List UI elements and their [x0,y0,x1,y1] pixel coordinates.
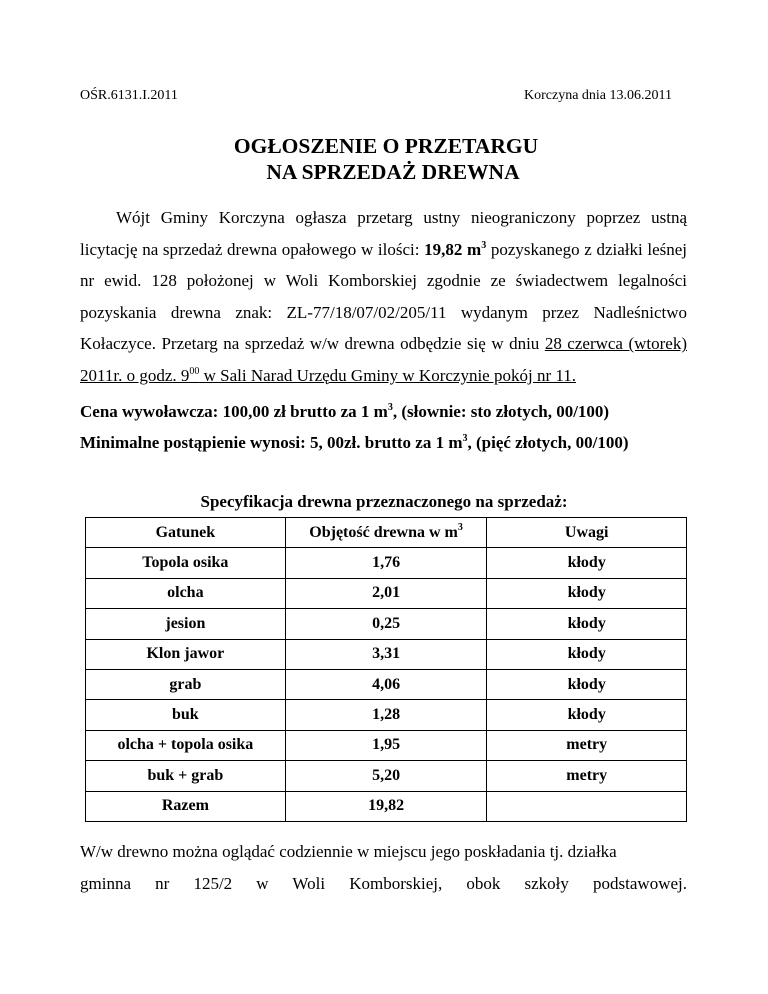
cell-species: Razem [86,791,286,821]
volume-exponent: 3 [481,239,487,251]
header-volume [285,518,487,548]
starting-price-exponent: 3 [387,402,393,413]
footer-line-1: W/w drewno można oglądać codziennie w miejscu jego poskładania tj. działka [80,842,617,861]
footer-paragraph [80,836,687,900]
cell-notes: kłody [487,700,687,730]
cell-species: buk [86,700,286,730]
table-row [86,639,687,669]
cell-volume: 4,06 [285,669,487,699]
minimum-bid [80,433,700,453]
cell-species: olcha + topola osika [86,730,286,760]
cell-notes: kłody [487,669,687,699]
auction-location: w Sali Narad Urzędu Gminy w Korczynie pokój nr 11. [199,365,576,385]
cell-volume: 19,82 [285,791,487,821]
header-volume-label: Objętość drewna w m [309,523,458,541]
table-row [86,761,687,791]
header-species: Gatunek [86,518,286,548]
cell-species: Klon jawor [86,639,286,669]
cell-volume: 0,25 [285,609,487,639]
starting-price [80,402,700,422]
footer-line-2: gminna nr 125/2 w Woli Komborskiej, obok szkoły podstawowej. [80,874,687,893]
table-row [86,669,687,699]
table-row [86,730,687,760]
title-line-1: OGŁOSZENIE O PRZETARGU [233,134,539,158]
cell-volume: 5,20 [285,761,487,791]
cell-volume: 1,95 [285,730,487,760]
title-line-2: NA SPRZEDAŻ DREWNA [266,160,520,184]
volume-value: 19,82 m [424,239,482,259]
cell-volume: 1,28 [285,700,487,730]
announcement-text-b: pozyskanego z działki leśnej nr ewid. 128 położonej w Woli Komborskiej zgodnie ze świadectwem legalności pozyskania drewna znak: ZL-77/18/07/02/205/11 wydanym przez Nadleśnictwo Kołaczyce. Przetarg na sprzedaż w/w drewna odbędzie się w dniu [80,239,688,354]
header-volume-exponent: 3 [457,521,463,533]
auction-date-time: 28 czerwca (wtorek) 2011r. o godz. 9 [80,334,687,385]
announcement-paragraph [80,202,687,392]
table-row [86,548,687,578]
table-row [86,700,687,730]
cell-notes [487,791,687,821]
cell-notes: metry [487,761,687,791]
table-row [86,578,687,608]
starting-price-words: , (słownie: sto złotych, 00/100) [392,402,610,421]
cell-notes: metry [487,730,687,760]
cell-volume: 2,01 [285,578,487,608]
cell-notes: kłody [487,548,687,578]
cell-species: Topola osika [86,548,286,578]
announcement-volume [424,240,486,259]
header-notes: Uwagi [487,518,687,548]
reference-number: OŚR.6131.I.2011 [80,88,178,103]
cell-volume: 1,76 [285,548,487,578]
cell-species: buk + grab [86,761,286,791]
cell-species: grab [86,669,286,699]
table-row [86,609,687,639]
minimum-bid-words: , (pięć złotych, 00/100) [467,433,629,452]
auction-hour-minutes: 00 [189,365,200,377]
specification-title: Specyfikacja drewna przeznaczonego na sprzedaż: [200,492,568,511]
minimum-bid-text: Minimalne postąpienie wynosi: 5, 00zł. brutto za 1 m [80,433,463,452]
table-total-row [86,791,687,821]
minimum-bid-exponent: 3 [462,433,468,444]
table-header-row [86,518,687,548]
cell-species: jesion [86,609,286,639]
cell-species: olcha [86,578,286,608]
starting-price-text: Cena wywoławcza: 100,00 zł brutto za 1 m [80,402,388,421]
cell-notes: kłody [487,578,687,608]
wood-specification-table [85,517,687,822]
cell-notes: kłody [487,609,687,639]
cell-notes: kłody [487,639,687,669]
announcement-text-a: Wójt Gminy Korczyna ogłasza przetarg ustny nieograniczony poprzez ustną licytację na sprzedaż drewna opałowego w ilości: [80,208,687,259]
cell-volume: 3,31 [285,639,487,669]
place-date: Korczyna dnia 13.06.2011 [524,88,672,103]
